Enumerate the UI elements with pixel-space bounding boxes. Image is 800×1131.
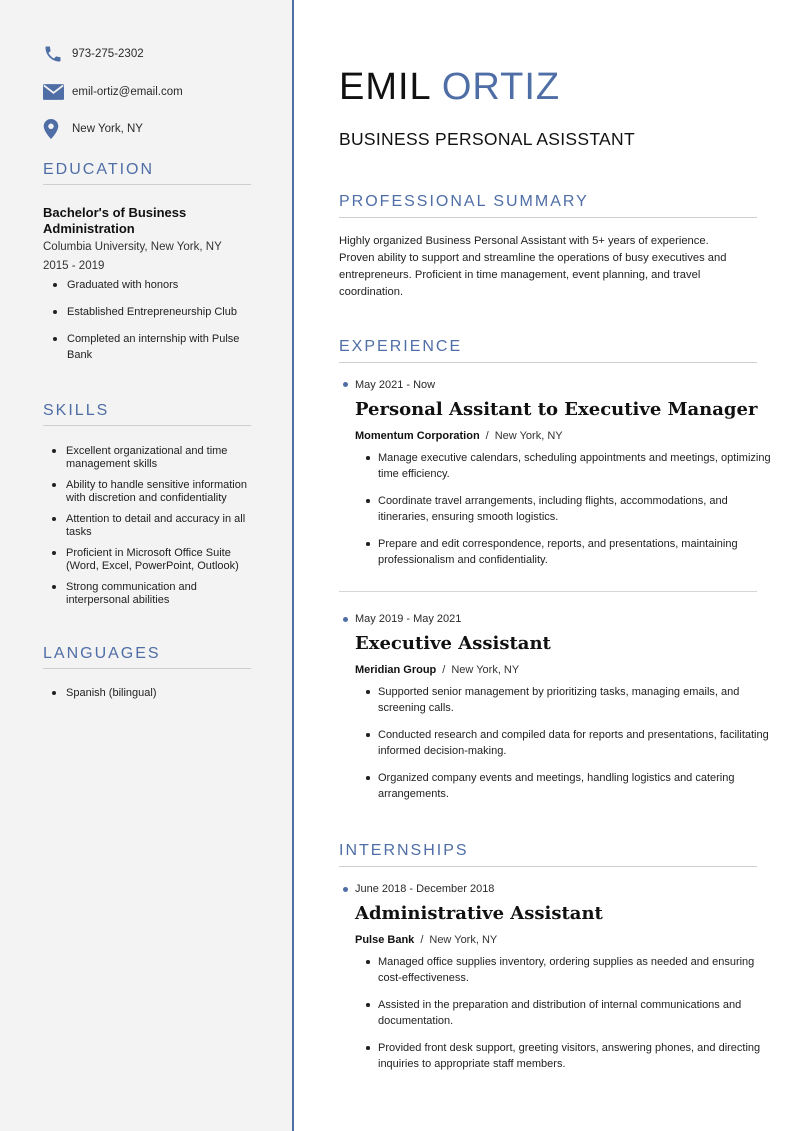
sidebar (0, 0, 294, 1131)
contact-phone (43, 44, 144, 64)
list-item: Supported senior management by prioritizing tasks, managing emails, and screening calls. (366, 684, 774, 716)
company-name: Pulse Bank (355, 934, 415, 946)
entry-bullets (366, 450, 774, 579)
list-item: Managed office supplies inventory, ordering supplies as needed and ensuring cost-effectiveness. (366, 954, 776, 986)
education-list (53, 277, 253, 363)
entry-organization: Momentum Corporation / New York, NY (355, 430, 563, 442)
education-dates: 2015 - 2019 (43, 260, 105, 272)
location-pin-icon (43, 119, 65, 139)
skills-heading: SKILLS (43, 402, 251, 426)
list-item: Prepare and edit correspondence, reports, and presentations, maintaining professionalism and confidentiality. (366, 536, 774, 568)
list-item: Attention to detail and accuracy in all tasks (52, 513, 262, 539)
entry-bullets (366, 954, 776, 1083)
contact-location (43, 119, 143, 139)
languages-heading: LANGUAGES (43, 645, 251, 669)
education-heading: EDUCATION (43, 161, 251, 185)
list-item: Excellent organizational and time management skills (52, 445, 262, 471)
summary-text: Highly organized Business Personal Assistant with 5+ years of experience. Proven ability to support and streamline the operations of busy executives and entrepreneurs. Proficient in time management, event planning, and travel coordination. (339, 235, 727, 298)
entry-dates: May 2019 - May 2021 (355, 613, 462, 625)
phone-icon (43, 44, 65, 64)
languages-list (52, 687, 262, 700)
timeline-dot (343, 617, 348, 622)
entry-organization: Meridian Group / New York, NY (355, 664, 520, 676)
email-text: emil-ortiz@email.com (72, 86, 183, 98)
entry-divider (339, 591, 757, 592)
list-item: Manage executive calendars, scheduling appointments and meetings, optimizing time efficiency. (366, 450, 774, 482)
list-item: Conducted research and compiled data for reports and presentations, facilitating informed decision-making. (366, 727, 774, 759)
timeline-dot (343, 382, 348, 387)
company-name: Meridian Group (355, 664, 437, 676)
internships-heading: INTERNSHIPS (339, 842, 757, 867)
list-item: Spanish (bilingual) (52, 687, 262, 700)
entry-title: Personal Assitant to Executive Manager (355, 399, 758, 420)
entry-dates: May 2021 - Now (355, 379, 436, 391)
experience-heading: EXPERIENCE (339, 338, 757, 363)
list-item: Established Entrepreneurship Club (53, 304, 253, 320)
contact-email (43, 82, 183, 102)
phone-text: 973-275-2302 (72, 48, 144, 60)
entry-dates: June 2018 - December 2018 (355, 883, 495, 895)
list-item: Ability to handle sensitive information with discretion and confidentiality (52, 479, 262, 505)
candidate-name (339, 66, 560, 109)
company-location: New York, NY (429, 934, 498, 946)
list-item: Completed an internship with Pulse Bank (53, 331, 253, 363)
degree-title: Bachelor's of Business Administration (43, 205, 187, 236)
company-name: Momentum Corporation (355, 430, 480, 442)
summary-heading: PROFESSIONAL SUMMARY (339, 193, 757, 218)
entry-title: Executive Assistant (355, 633, 551, 654)
last-name: ORTIZ (441, 66, 561, 108)
entry-title: Administrative Assistant (355, 903, 603, 924)
list-item: Proficient in Microsoft Office Suite (Word, Excel, PowerPoint, Outlook) (52, 547, 262, 573)
list-item: Strong communication and interpersonal abilities (52, 581, 262, 607)
list-item: Assisted in the preparation and distribution of internal communications and documentation. (366, 997, 776, 1029)
list-item: Organized company events and meetings, handling logistics and catering arrangements. (366, 770, 774, 802)
school-name: Columbia University, New York, NY (43, 241, 222, 253)
main-content (296, 0, 800, 1131)
company-location: New York, NY (494, 430, 563, 442)
list-item: Graduated with honors (53, 277, 253, 293)
company-location: New York, NY (451, 664, 520, 676)
entry-bullets (366, 684, 774, 813)
job-title: BUSINESS PERSONAL ASISSTANT (339, 129, 635, 149)
skills-list (52, 445, 262, 607)
list-item: Provided front desk support, greeting visitors, answering phones, and directing inquiries to appropriate staff members. (366, 1040, 776, 1072)
entry-organization: Pulse Bank / New York, NY (355, 934, 498, 946)
first-name: EMIL (339, 66, 431, 108)
list-item: Coordinate travel arrangements, including flights, accommodations, and itineraries, ensuring smooth logistics. (366, 493, 774, 525)
location-text: New York, NY (72, 123, 143, 135)
timeline-dot (343, 887, 348, 892)
email-icon (43, 82, 65, 102)
